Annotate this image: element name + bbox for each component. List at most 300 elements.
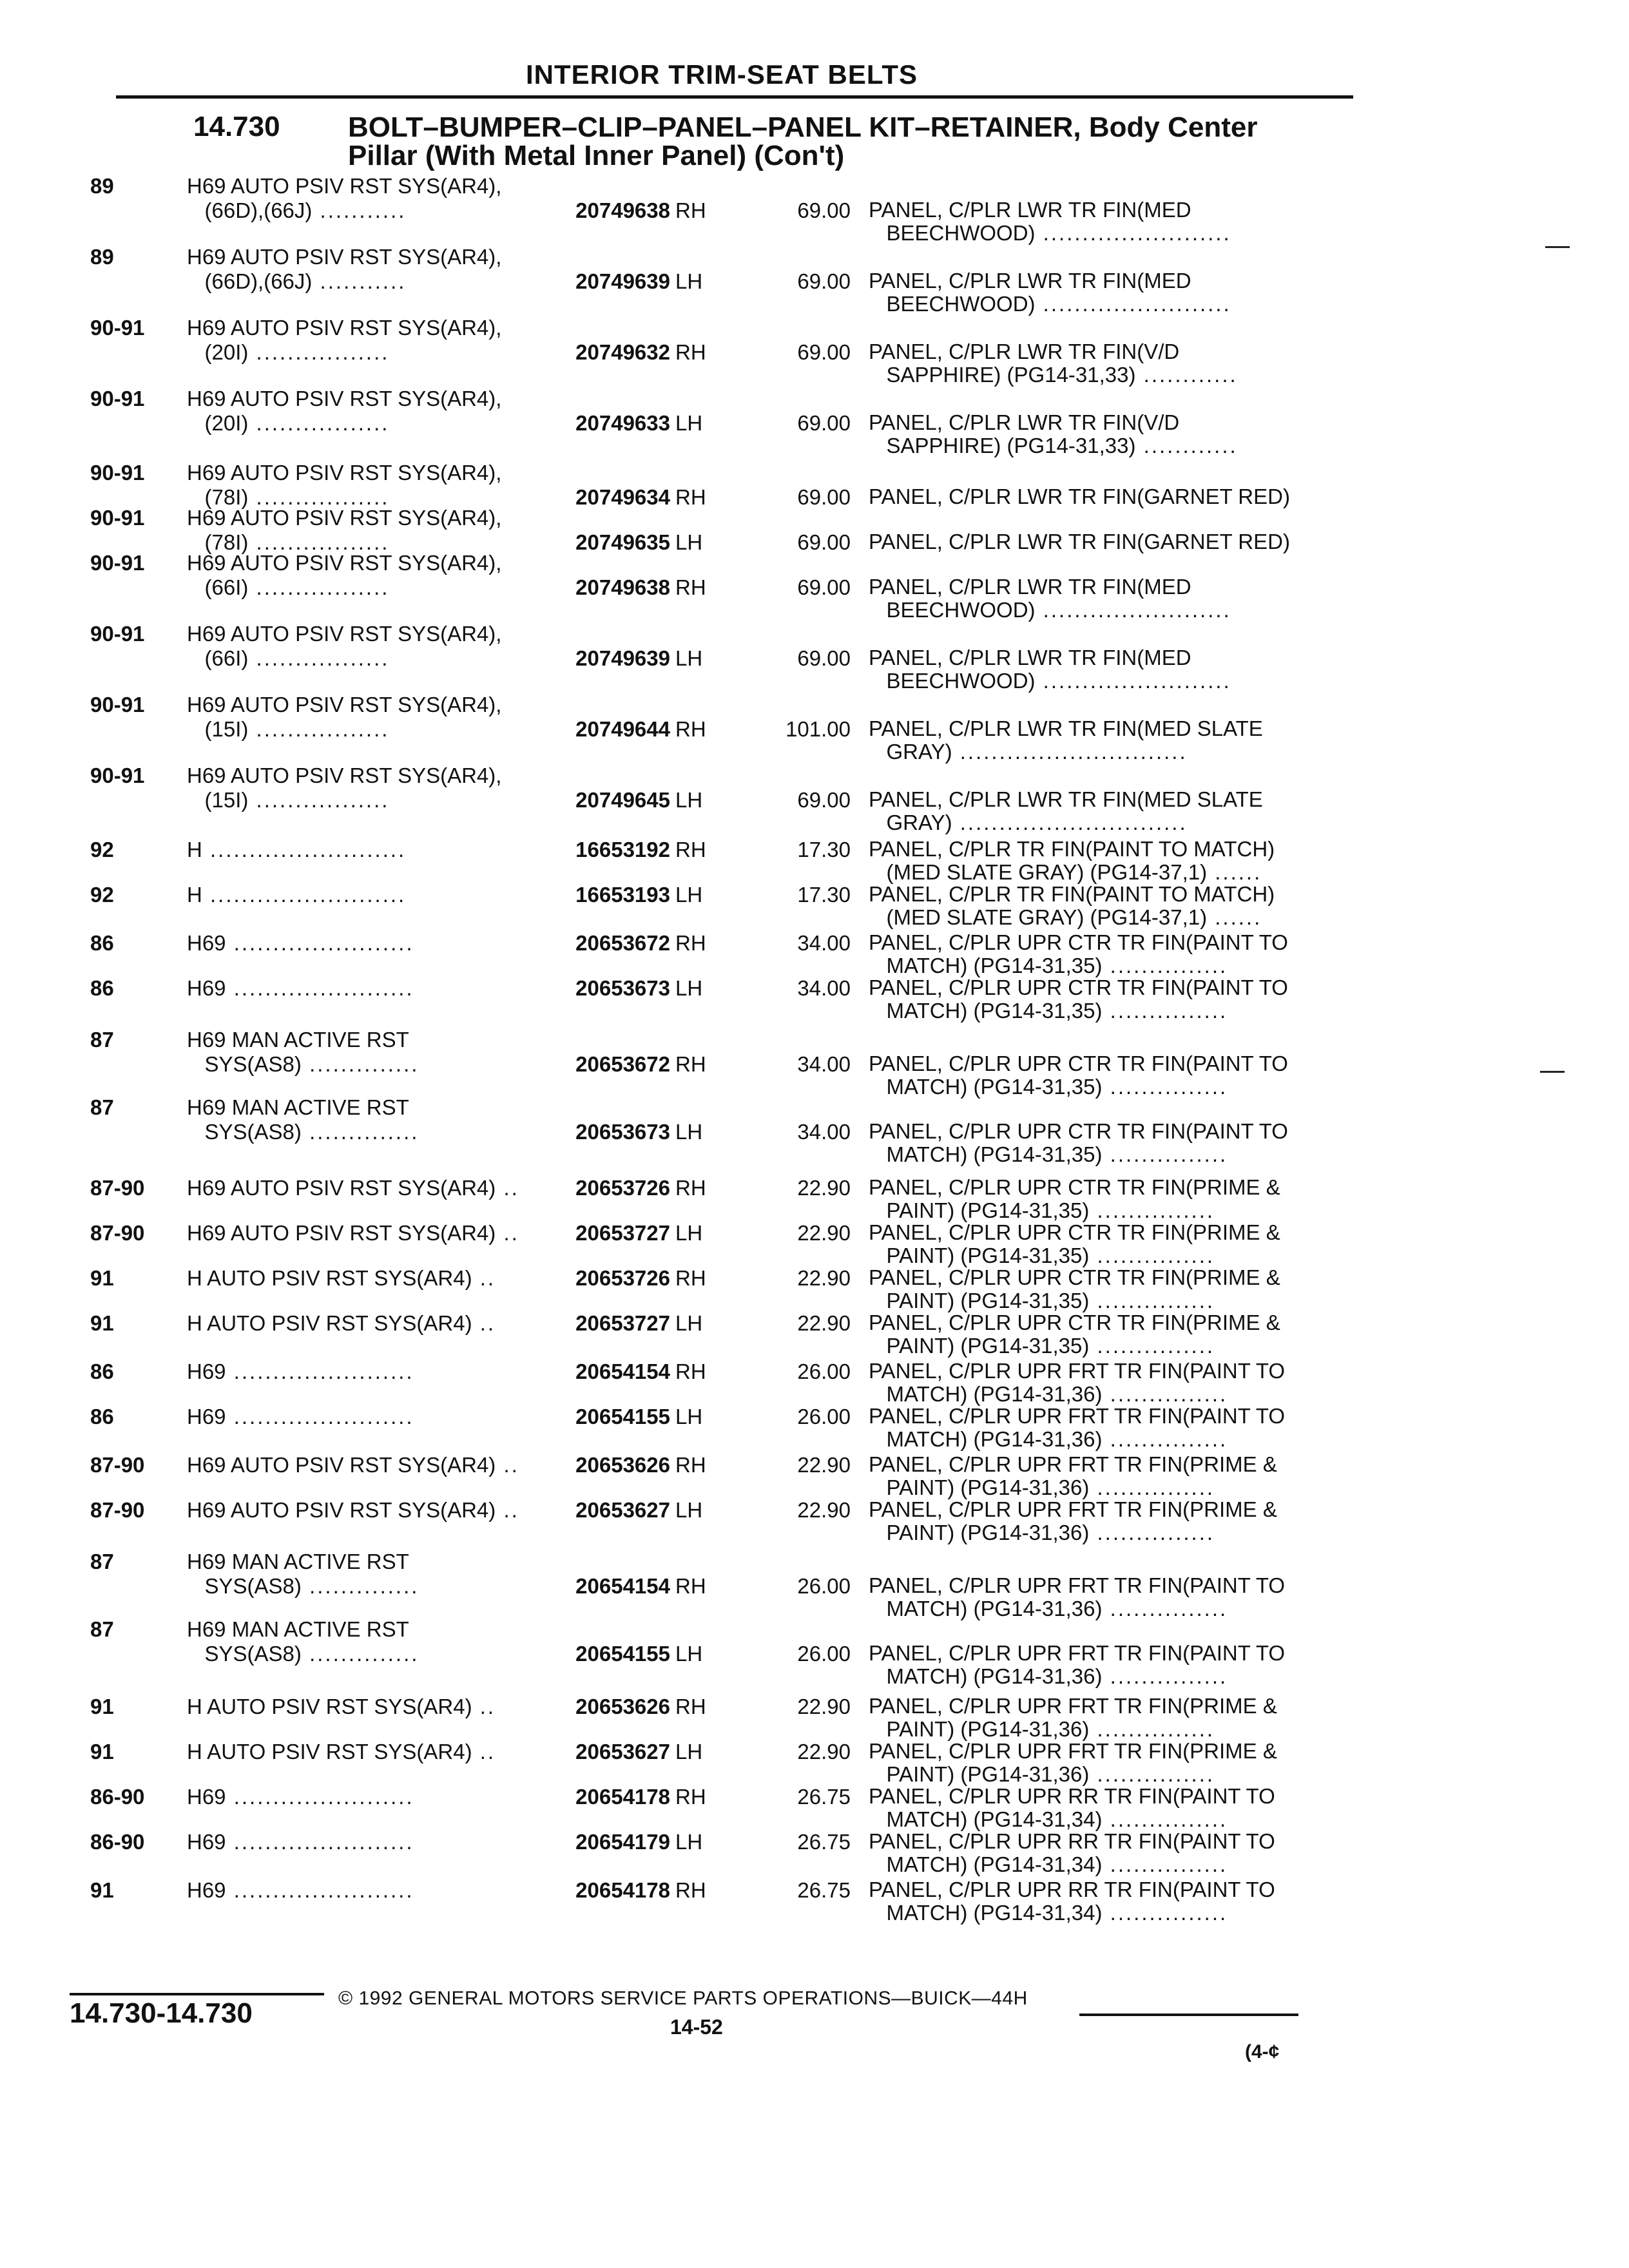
year-cell: 87-90 <box>90 1498 145 1522</box>
description-line2: MATCH) (PG14-31,35) <box>886 999 1103 1023</box>
description-cell <box>869 931 1358 977</box>
year-cell: 87 <box>90 1550 114 1573</box>
side-cell: RH <box>675 1695 706 1718</box>
margin-tick <box>1540 1071 1565 1073</box>
corner-mark: (4-¢ <box>1245 2041 1280 2062</box>
price-cell: 69.00 <box>797 530 851 554</box>
dot-leader: ....................... <box>226 976 414 1000</box>
description-line1: PANEL, C/PLR LWR TR FIN(MED SLATE <box>869 716 1263 740</box>
year-cell: 86-90 <box>90 1830 145 1854</box>
price-cell: 26.00 <box>797 1642 851 1666</box>
price-cell: 26.75 <box>797 1878 851 1902</box>
model-line1: H69 AUTO PSIV RST SYS(AR4), <box>187 693 502 716</box>
part-number-cell: 20749634 <box>575 485 670 509</box>
model-cell <box>187 1453 548 1477</box>
price-cell: 26.00 <box>797 1574 851 1598</box>
price-cell: 34.00 <box>797 931 851 955</box>
part-number-cell: 20749633 <box>575 411 670 435</box>
side-cell: RH <box>675 1453 706 1477</box>
part-number-cell: 20653673 <box>575 976 670 1000</box>
side-cell: LH <box>675 1405 703 1428</box>
description-line2: GRAY) <box>886 811 952 834</box>
section-title-line2: Pillar (With Metal Inner Panel) (Con't) <box>348 140 845 171</box>
side-cell: LH <box>675 883 703 907</box>
description-line2: BEECHWOOD) <box>886 221 1036 245</box>
price-cell: 69.00 <box>797 269 851 293</box>
model-cell <box>187 1695 548 1719</box>
description-line1: PANEL, C/PLR LWR TR FIN(MED SLATE <box>869 787 1263 811</box>
dot-leader: ............... <box>1089 1717 1215 1741</box>
side-cell: RH <box>675 1052 706 1076</box>
part-number-cell: 16653192 <box>575 838 670 861</box>
description-line1: PANEL, C/PLR LWR TR FIN(MED <box>869 269 1191 293</box>
dot-leader: ................. <box>248 646 390 670</box>
model-line1: H AUTO PSIV RST SYS(AR4) <box>187 1695 472 1718</box>
side-cell: RH <box>675 1266 706 1290</box>
description-line1: PANEL, C/PLR UPR FRT TR FIN(PRIME & <box>869 1452 1277 1476</box>
section-title-line1: BOLT–BUMPER–CLIP–PANEL–PANEL KIT–RETAINER, Body Center <box>348 111 1258 143</box>
dot-leader: ................. <box>248 575 390 599</box>
dot-leader: .............. <box>301 1574 419 1598</box>
year-cell: 90-91 <box>90 461 145 485</box>
side-cell: RH <box>675 931 706 955</box>
side-cell: RH <box>675 575 706 599</box>
model-line1: H <box>187 883 202 907</box>
side-cell: LH <box>675 646 703 670</box>
part-number-cell: 20653727 <box>575 1311 670 1335</box>
year-cell: 92 <box>90 883 114 907</box>
description-cell <box>869 976 1358 1023</box>
dot-leader: ............... <box>1089 1475 1215 1499</box>
side-cell: LH <box>675 788 703 812</box>
description-line1: PANEL, C/PLR UPR RR TR FIN(PAINT TO <box>869 1829 1275 1853</box>
model-line2: (78I) <box>204 530 249 554</box>
dot-leader: ......................... <box>202 838 407 861</box>
model-cell <box>187 976 548 1001</box>
description-line2: MATCH) (PG14-31,36) <box>886 1664 1103 1688</box>
model-cell <box>187 1830 548 1854</box>
part-number-cell: 20749639 <box>575 269 670 293</box>
model-line1: H69 AUTO PSIV RST SYS(AR4), <box>187 551 502 575</box>
description-line2: PAINT) (PG14-31,35) <box>886 1334 1090 1358</box>
description-cell <box>869 575 1358 622</box>
dot-leader: ............... <box>1102 1142 1228 1166</box>
part-number-cell: 20654178 <box>575 1878 670 1902</box>
description-line1: PANEL, C/PLR UPR FRT TR FIN(PAINT TO <box>869 1573 1286 1597</box>
description-line1: PANEL, C/PLR UPR CTR TR FIN(PRIME & <box>869 1265 1280 1289</box>
dot-leader: ............... <box>1102 1382 1228 1406</box>
price-cell: 34.00 <box>797 1052 851 1076</box>
year-cell: 91 <box>90 1266 114 1290</box>
part-number-cell: 20653673 <box>575 1120 670 1144</box>
model-line1: H69 AUTO PSIV RST SYS(AR4), <box>187 461 502 485</box>
description-line2: MATCH) (PG14-31,35) <box>886 1075 1103 1099</box>
model-line1: H69 <box>187 931 226 955</box>
dot-leader: ....................... <box>226 931 414 955</box>
price-cell: 22.90 <box>797 1740 851 1763</box>
dot-leader: ............... <box>1102 1597 1228 1620</box>
price-cell: 34.00 <box>797 1120 851 1144</box>
dot-leader: ............... <box>1102 1807 1228 1831</box>
price-cell: 22.90 <box>797 1176 851 1200</box>
part-number-cell: 20654155 <box>575 1642 670 1666</box>
description-line2: GRAY) <box>886 740 952 764</box>
description-line2: PAINT) (PG14-31,35) <box>886 1289 1090 1312</box>
model-line2: SYS(AS8) <box>204 1052 302 1076</box>
model-cell <box>187 883 548 907</box>
dot-leader: ............ <box>1135 363 1238 387</box>
side-cell: LH <box>675 1221 703 1245</box>
price-cell: 22.90 <box>797 1221 851 1245</box>
description-line1: PANEL, C/PLR LWR TR FIN(GARNET RED) <box>869 530 1290 553</box>
model-line1: H <box>187 838 202 861</box>
description-line2: PAINT) (PG14-31,36) <box>886 1521 1090 1544</box>
model-line1: H69 <box>187 1878 226 1902</box>
model-cell <box>187 1176 548 1200</box>
price-cell: 101.00 <box>786 717 851 741</box>
side-cell: LH <box>675 530 703 554</box>
dot-leader: .. <box>472 1311 496 1335</box>
description-cell <box>869 1052 1358 1099</box>
price-cell: 22.90 <box>797 1311 851 1335</box>
side-cell: RH <box>675 1176 706 1200</box>
description-line1: PANEL, C/PLR UPR CTR TR FIN(PAINT TO <box>869 975 1288 999</box>
dot-leader: ....................... <box>226 1360 414 1383</box>
model-cell <box>187 387 548 436</box>
description-cell <box>869 717 1358 764</box>
dot-leader: ....................... <box>226 1878 414 1902</box>
model-line1: H69 <box>187 1785 226 1809</box>
dot-leader: ............ <box>1135 434 1238 457</box>
margin-tick <box>1545 246 1570 248</box>
description-cell <box>869 1120 1358 1166</box>
price-cell: 69.00 <box>797 575 851 599</box>
description-cell <box>869 1176 1358 1222</box>
dot-leader: ................. <box>248 788 390 812</box>
side-cell: LH <box>675 1498 703 1522</box>
description-line2: (MED SLATE GRAY) (PG14-37,1) <box>886 860 1208 884</box>
dot-leader: .............. <box>301 1120 419 1144</box>
description-line1: PANEL, C/PLR UPR RR TR FIN(PAINT TO <box>869 1784 1275 1808</box>
model-cell <box>187 174 548 223</box>
description-line1: PANEL, C/PLR UPR CTR TR FIN(PAINT TO <box>869 1052 1288 1075</box>
part-number-cell: 20749632 <box>575 340 670 364</box>
part-number-cell: 20653626 <box>575 1453 670 1477</box>
dot-leader: ............... <box>1102 1901 1228 1925</box>
model-line1: H69 AUTO PSIV RST SYS(AR4), <box>187 387 502 410</box>
description-cell <box>869 788 1358 834</box>
model-line2: (20I) <box>204 411 249 435</box>
year-cell: 86-90 <box>90 1785 145 1809</box>
model-line2: (66D),(66J) <box>204 269 313 293</box>
price-cell: 69.00 <box>797 646 851 670</box>
dot-leader: ......................... <box>202 883 407 907</box>
year-cell: 90-91 <box>90 506 145 530</box>
dot-leader: .. <box>496 1221 519 1245</box>
year-cell: 87 <box>90 1617 114 1641</box>
price-cell: 69.00 <box>797 485 851 509</box>
dot-leader: .. <box>472 1266 496 1290</box>
description-line2: MATCH) (PG14-31,36) <box>886 1597 1103 1620</box>
model-line1: H69 MAN ACTIVE RST <box>187 1550 409 1573</box>
description-cell <box>869 1695 1358 1741</box>
dot-leader: ........................ <box>1035 669 1231 693</box>
model-line1: H69 AUTO PSIV RST SYS(AR4) <box>187 1498 496 1522</box>
model-line1: H AUTO PSIV RST SYS(AR4) <box>187 1266 472 1290</box>
side-cell: LH <box>675 1311 703 1335</box>
model-line2: SYS(AS8) <box>204 1574 302 1598</box>
description-cell <box>869 269 1358 316</box>
model-cell <box>187 506 548 555</box>
price-cell: 22.90 <box>797 1498 851 1522</box>
model-cell <box>187 1617 548 1666</box>
model-cell <box>187 622 548 671</box>
part-number-cell: 20654179 <box>575 1830 670 1854</box>
page-title: INTERIOR TRIM-SEAT BELTS <box>525 59 918 90</box>
footer-rule-right <box>1079 2013 1298 2016</box>
part-number-cell: 20749635 <box>575 530 670 554</box>
dot-leader: ............................. <box>952 740 1188 764</box>
year-cell: 87 <box>90 1028 114 1052</box>
price-cell: 26.00 <box>797 1405 851 1428</box>
year-cell: 92 <box>90 838 114 861</box>
description-line1: PANEL, C/PLR UPR FRT TR FIN(PAINT TO <box>869 1404 1286 1428</box>
model-line1: H69 AUTO PSIV RST SYS(AR4), <box>187 174 502 198</box>
price-cell: 69.00 <box>797 340 851 364</box>
description-cell <box>869 1221 1358 1267</box>
model-cell <box>187 1785 548 1809</box>
side-cell: RH <box>675 717 706 741</box>
model-cell <box>187 1221 548 1245</box>
price-cell: 69.00 <box>797 788 851 812</box>
dot-leader: .. <box>472 1695 496 1718</box>
model-line1: H69 MAN ACTIVE RST <box>187 1617 409 1641</box>
year-cell: 91 <box>90 1740 114 1763</box>
description-line1: PANEL, C/PLR UPR CTR TR FIN(PRIME & <box>869 1220 1280 1244</box>
price-cell: 17.30 <box>797 883 851 907</box>
description-line2: MATCH) (PG14-31,35) <box>886 1142 1103 1166</box>
side-cell: RH <box>675 1574 706 1598</box>
description-cell <box>869 1878 1358 1925</box>
model-line2: (15I) <box>204 788 249 812</box>
description-line1: PANEL, C/PLR UPR CTR TR FIN(PRIME & <box>869 1175 1280 1199</box>
part-number-cell: 20653726 <box>575 1266 670 1290</box>
description-line1: PANEL, C/PLR UPR FRT TR FIN(PAINT TO <box>869 1641 1286 1665</box>
dot-leader: ....................... <box>226 1405 414 1428</box>
year-cell: 86 <box>90 1405 114 1428</box>
model-line2: (66D),(66J) <box>204 198 313 222</box>
model-cell <box>187 245 548 294</box>
dot-leader: .. <box>496 1453 519 1477</box>
year-cell: 90-91 <box>90 551 145 575</box>
year-cell: 91 <box>90 1695 114 1718</box>
price-cell: 22.90 <box>797 1266 851 1290</box>
year-cell: 90-91 <box>90 316 145 340</box>
part-number-cell: 20749639 <box>575 646 670 670</box>
model-cell <box>187 931 548 956</box>
side-cell: RH <box>675 1878 706 1902</box>
model-line1: H69 AUTO PSIV RST SYS(AR4), <box>187 245 502 269</box>
model-line2: SYS(AS8) <box>204 1120 302 1144</box>
dot-leader: ............... <box>1089 1198 1215 1222</box>
dot-leader: ...... <box>1207 860 1262 884</box>
model-cell <box>187 693 548 742</box>
model-line1: H69 <box>187 976 226 1000</box>
dot-leader: ................. <box>248 717 390 741</box>
model-line1: H AUTO PSIV RST SYS(AR4) <box>187 1740 472 1763</box>
year-cell: 90-91 <box>90 387 145 410</box>
side-cell: LH <box>675 411 703 435</box>
description-cell <box>869 530 1358 553</box>
model-cell <box>187 1498 548 1523</box>
description-cell <box>869 1311 1358 1358</box>
dot-leader: ............... <box>1102 999 1228 1023</box>
model-line2: (20I) <box>204 340 249 364</box>
part-number-cell: 20653727 <box>575 1221 670 1245</box>
dot-leader: .. <box>472 1740 496 1763</box>
part-number-cell: 16653193 <box>575 883 670 907</box>
model-cell <box>187 551 548 600</box>
part-number-cell: 20654154 <box>575 1574 670 1598</box>
year-cell: 87-90 <box>90 1221 145 1245</box>
dot-leader: .............. <box>301 1052 419 1076</box>
footer-copyright: © 1992 GENERAL MOTORS SERVICE PARTS OPERATIONS—BUICK—44H <box>338 1988 1028 2009</box>
year-cell: 86 <box>90 976 114 1000</box>
price-cell: 26.00 <box>797 1360 851 1383</box>
footer-section-range: 14.730-14.730 <box>70 1997 253 2029</box>
dot-leader: ............... <box>1089 1244 1215 1267</box>
price-cell: 26.75 <box>797 1785 851 1809</box>
side-cell: RH <box>675 1785 706 1809</box>
price-cell: 69.00 <box>797 198 851 222</box>
description-line2: (MED SLATE GRAY) (PG14-37,1) <box>886 905 1208 929</box>
side-cell: LH <box>675 269 703 293</box>
part-number-cell: 20749645 <box>575 788 670 812</box>
dot-leader: ........................ <box>1035 598 1231 622</box>
year-cell: 91 <box>90 1878 114 1902</box>
description-line1: PANEL, C/PLR LWR TR FIN(MED <box>869 646 1191 669</box>
description-line1: PANEL, C/PLR LWR TR FIN(MED <box>869 198 1191 222</box>
dot-leader: ............... <box>1102 1075 1228 1099</box>
dot-leader: ........... <box>312 198 407 222</box>
section-title <box>348 113 1353 170</box>
description-line1: PANEL, C/PLR UPR FRT TR FIN(PRIME & <box>869 1497 1277 1521</box>
price-cell: 22.90 <box>797 1695 851 1718</box>
description-line1: PANEL, C/PLR TR FIN(PAINT TO MATCH) <box>869 882 1275 906</box>
part-number-cell: 20749644 <box>575 717 670 741</box>
description-cell <box>869 340 1358 387</box>
price-cell: 26.75 <box>797 1830 851 1854</box>
model-line1: H69 AUTO PSIV RST SYS(AR4) <box>187 1176 496 1200</box>
part-number-cell: 20749638 <box>575 198 670 222</box>
dot-leader: .. <box>496 1498 519 1522</box>
dot-leader: ............... <box>1089 1762 1215 1786</box>
year-cell: 87-90 <box>90 1176 145 1200</box>
price-cell: 17.30 <box>797 838 851 861</box>
description-line2: MATCH) (PG14-31,36) <box>886 1382 1103 1406</box>
description-line2: BEECHWOOD) <box>886 598 1036 622</box>
year-cell: 87 <box>90 1095 114 1119</box>
dot-leader: ................. <box>248 530 390 554</box>
side-cell: RH <box>675 485 706 509</box>
model-cell <box>187 764 548 812</box>
model-cell <box>187 461 548 510</box>
model-cell <box>187 1266 548 1291</box>
description-cell <box>869 838 1358 884</box>
dot-leader: ............... <box>1089 1289 1215 1312</box>
description-line2: MATCH) (PG14-31,35) <box>886 954 1103 977</box>
side-cell: LH <box>675 1642 703 1666</box>
dot-leader: ........................ <box>1035 292 1231 316</box>
description-cell <box>869 1266 1358 1312</box>
description-cell <box>869 1453 1358 1499</box>
model-line2: SYS(AS8) <box>204 1642 302 1666</box>
part-number-cell: 20653672 <box>575 1052 670 1076</box>
year-cell: 90-91 <box>90 622 145 646</box>
side-cell: RH <box>675 340 706 364</box>
dot-leader: ...... <box>1207 905 1262 929</box>
year-cell: 90-91 <box>90 764 145 787</box>
model-line1: H69 AUTO PSIV RST SYS(AR4) <box>187 1453 496 1477</box>
part-number-cell: 20749638 <box>575 575 670 599</box>
description-cell <box>869 646 1358 693</box>
description-cell <box>869 1740 1358 1786</box>
dot-leader: ............... <box>1102 1852 1228 1876</box>
dot-leader: ............... <box>1102 1664 1228 1688</box>
price-cell: 34.00 <box>797 976 851 1000</box>
dot-leader: ................. <box>248 411 390 435</box>
description-cell <box>869 411 1358 457</box>
side-cell: LH <box>675 1740 703 1763</box>
part-number-cell: 20654178 <box>575 1785 670 1809</box>
section-number: 14.730 <box>193 111 280 142</box>
dot-leader: ............... <box>1102 1427 1228 1451</box>
year-cell: 87-90 <box>90 1453 145 1477</box>
model-cell <box>187 1028 548 1077</box>
dot-leader: ............................. <box>952 811 1188 834</box>
model-cell <box>187 1360 548 1384</box>
description-line1: PANEL, C/PLR UPR RR TR FIN(PAINT TO <box>869 1878 1275 1901</box>
dot-leader: ............... <box>1102 954 1228 977</box>
model-cell <box>187 1311 548 1336</box>
model-line1: H69 AUTO PSIV RST SYS(AR4) <box>187 1221 496 1245</box>
model-line2: (66I) <box>204 646 249 670</box>
year-cell: 86 <box>90 931 114 955</box>
description-line1: PANEL, C/PLR UPR FRT TR FIN(PRIME & <box>869 1694 1277 1718</box>
description-line1: PANEL, C/PLR LWR TR FIN(V/D <box>869 340 1180 363</box>
dot-leader: ....................... <box>226 1830 414 1854</box>
dot-leader: ........................ <box>1035 221 1231 245</box>
description-line1: PANEL, C/PLR UPR CTR TR FIN(PRIME & <box>869 1311 1280 1334</box>
description-line2: BEECHWOOD) <box>886 292 1036 316</box>
description-line2: MATCH) (PG14-31,34) <box>886 1852 1103 1876</box>
side-cell: RH <box>675 198 706 222</box>
model-line2: (78I) <box>204 485 249 509</box>
footer-rule-left <box>70 1993 324 1995</box>
part-number-cell: 20654154 <box>575 1360 670 1383</box>
year-cell: 86 <box>90 1360 114 1383</box>
description-cell <box>869 1405 1358 1451</box>
description-line2: MATCH) (PG14-31,36) <box>886 1427 1103 1451</box>
model-line2: (15I) <box>204 717 249 741</box>
price-cell: 22.90 <box>797 1453 851 1477</box>
dot-leader: ............... <box>1089 1334 1215 1358</box>
model-line1: H AUTO PSIV RST SYS(AR4) <box>187 1311 472 1335</box>
dot-leader: .............. <box>301 1642 419 1666</box>
model-line1: H69 AUTO PSIV RST SYS(AR4), <box>187 506 502 530</box>
part-number-cell: 20653626 <box>575 1695 670 1718</box>
model-line1: H69 <box>187 1405 226 1428</box>
